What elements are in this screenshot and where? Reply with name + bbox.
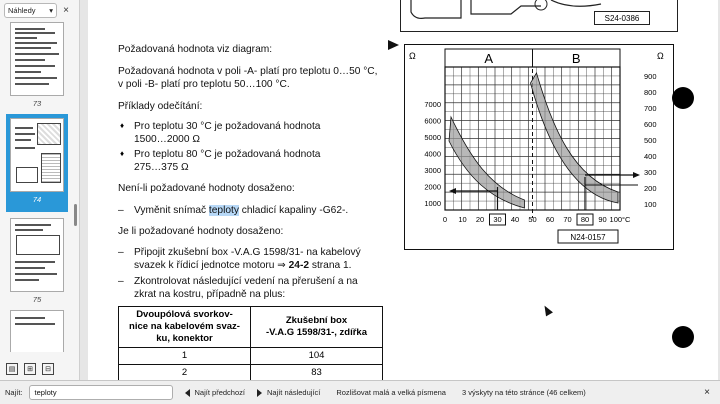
document-page	[88, 0, 718, 380]
diagram-svg	[405, 45, 672, 248]
arrow-right-icon	[257, 389, 262, 397]
find-input[interactable]: teploty	[29, 385, 173, 400]
omega-right: Ω	[657, 51, 664, 61]
left-axis-label: 4000	[424, 149, 441, 159]
example-80c-line2: 275…375 Ω	[134, 162, 189, 173]
view-select[interactable]	[4, 3, 57, 18]
right-axis-label: 500	[644, 136, 657, 145]
x-axis-label: 30	[493, 215, 502, 224]
x-axis-label: 70	[563, 215, 572, 224]
find-previous-label: Najít předchozí	[194, 388, 245, 397]
thumbnail-page-number: 74	[32, 195, 42, 204]
header-line: Dvoupólová svorkov-	[136, 309, 233, 320]
table-cell: 83	[251, 365, 383, 381]
table-cell: 1	[119, 348, 251, 365]
pointer-arrow-icon	[388, 40, 399, 50]
x-axis-label: 50	[528, 215, 537, 224]
find-next-button[interactable]	[257, 388, 320, 397]
table-header-socket	[251, 307, 383, 348]
left-axis-label: 1000	[424, 199, 441, 208]
x-axis-label: 90	[598, 215, 607, 224]
x-axis-label: 40	[510, 215, 520, 224]
match-case-toggle[interactable]: Rozlišovat malá a velká písmena	[336, 388, 446, 397]
example-80c-line1: Pro teplotu 80 °C je požadovaná hodnota	[134, 149, 321, 160]
paragraph-intro: Požadovaná hodnota viz diagram:	[118, 44, 273, 55]
x-axis-label: 10	[458, 215, 467, 224]
left-axis-label: 5000	[424, 133, 441, 142]
step-connect-box-line2	[134, 259, 352, 272]
right-axis-label: 400	[644, 152, 657, 161]
right-axis-label: 900	[644, 72, 657, 81]
paragraph-not-reached: Není-li požadované hodnoty dosaženo:	[118, 183, 295, 194]
thumbnail-73[interactable]	[0, 22, 74, 114]
left-axis-label: 3000	[424, 166, 441, 175]
find-previous-button[interactable]	[185, 388, 245, 397]
find-status: 3 výskyty na této stránce (46 celkem)	[461, 388, 586, 397]
left-axis-label: 2000	[424, 182, 441, 192]
table-cell: 104	[251, 348, 383, 365]
step-replace-sensor	[134, 204, 348, 217]
outline-icon[interactable]: ▤	[6, 363, 18, 375]
paragraph-reached: Je li požadované hodnoty dosaženo:	[118, 226, 284, 237]
region-label-b: B	[571, 51, 581, 66]
page-thumbnail	[10, 310, 64, 352]
find-label: Najít:	[5, 388, 23, 397]
header-line: Zkušební box	[285, 315, 348, 326]
thumbnail-list	[0, 22, 74, 352]
x-axis-label: 0	[442, 215, 448, 224]
paragraph-field-a: Požadovaná hodnota v poli -A- platí pro teplotu 0…50 °C,	[118, 66, 378, 77]
reference-link[interactable]: 24-2	[288, 260, 310, 271]
expand-icon[interactable]: ⊞	[24, 363, 36, 375]
collapse-icon[interactable]: ⊟	[42, 363, 54, 375]
diagram-tag: N24-0157	[570, 233, 606, 242]
tolerance-band-b	[531, 73, 619, 203]
sidebar	[0, 0, 80, 380]
header-line: -V.A.G 1598/31-, zdířka	[265, 327, 368, 338]
reading-arrow-icon	[449, 188, 456, 194]
paragraph-examples: Příklady odečítání:	[118, 101, 203, 112]
region-label-a: A	[484, 51, 494, 66]
selected-thumbnail	[6, 114, 68, 212]
step-text: chladicí kapaliny -G62-.	[238, 205, 349, 216]
bullet-icon: ♦	[120, 149, 125, 158]
hole-punch-mark	[672, 87, 694, 109]
hole-punch-mark	[672, 326, 694, 348]
search-highlight: teploty	[208, 205, 239, 216]
reading-arrow-icon	[633, 172, 640, 178]
close-find-icon[interactable]: ×	[704, 387, 710, 398]
step-text: Vyměnit snímač	[134, 205, 209, 216]
x-axis-label: 20	[475, 215, 485, 224]
x-axis-label: 80	[580, 215, 590, 224]
table-row	[119, 365, 383, 381]
chevron-down-icon: ▾	[49, 5, 53, 15]
dash: –	[118, 276, 124, 287]
bullet-icon: ♦	[120, 121, 125, 130]
example-30c-line2: 1500…2000 Ω	[134, 134, 200, 145]
sidebar-scrollbar[interactable]	[74, 204, 77, 226]
right-axis-label: 300	[644, 168, 657, 177]
left-axis-label: 7000	[424, 100, 441, 109]
document-viewer[interactable]	[80, 0, 720, 380]
thumbnail-page-number: 73	[32, 99, 42, 108]
step-text: strana 1.	[309, 260, 352, 271]
thumbnail-75[interactable]	[0, 218, 74, 310]
page-thumbnail	[10, 22, 64, 96]
right-axis-label: 600	[644, 120, 657, 129]
close-sidebar-icon[interactable]: ×	[63, 4, 69, 16]
page-thumbnail	[10, 218, 64, 292]
find-bar	[0, 380, 720, 404]
example-30c-line1: Pro teplotu 30 °C je požadovaná hodnota	[134, 121, 321, 132]
step-connect-box-line1: Připojit zkušební box -V.A.G 1598/31- na kabelový	[134, 247, 361, 258]
step-check-wiring-line2: zkrat na kostru, případně na plus:	[134, 289, 286, 300]
step-text: svazek k řídicí jednotce motoru ⇒	[134, 260, 289, 271]
step-check-wiring-line1: Zkontrolovat následující vedení na přerušení a na	[134, 276, 358, 287]
left-axis-label: 6000	[424, 116, 441, 126]
table-header-connector	[119, 307, 251, 348]
right-axis-label: 200	[644, 184, 657, 193]
sidebar-footer	[0, 358, 80, 380]
thumbnail-page-number: 75	[32, 295, 42, 304]
table-row	[119, 348, 383, 365]
paragraph-field-b: v poli -B- platí pro teplotu 50…100 °C.	[118, 79, 290, 90]
figure-tag-top: S24-0386	[594, 11, 650, 25]
thumbnail-76[interactable]	[0, 310, 74, 352]
arrow-left-icon	[185, 389, 190, 397]
thumbnail-74[interactable]	[0, 114, 74, 212]
table-cell: 2	[119, 365, 251, 381]
x-axis-label: 60	[545, 215, 555, 224]
right-axis-label: 800	[644, 88, 657, 97]
sidebar-header	[0, 0, 79, 20]
right-axis-label: 100	[644, 200, 657, 209]
right-axis-label: 700	[644, 104, 657, 113]
x-axis-label: 100°C	[609, 215, 631, 224]
test-box-table	[118, 306, 383, 380]
omega-left: Ω	[409, 51, 416, 61]
find-next-label: Najít následující	[266, 388, 321, 397]
view-select-label: Náhledy	[8, 5, 36, 15]
page-thumbnail	[10, 118, 64, 192]
header-line: nice na kabelovém svaz-	[129, 321, 240, 332]
header-line: ku, konektor	[156, 333, 213, 344]
dash: –	[118, 205, 124, 216]
resistance-diagram	[404, 44, 674, 250]
dash: –	[118, 247, 124, 258]
